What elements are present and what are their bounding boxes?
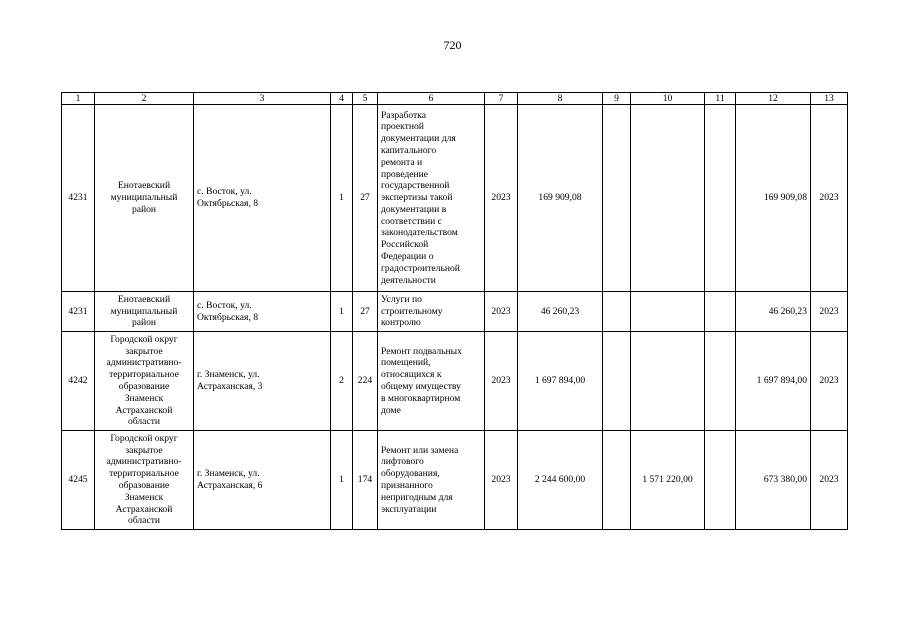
column-header: 12 [736, 93, 811, 105]
column-header: 10 [631, 93, 705, 105]
address-cell: с. Восток, ул. Октябрьская, 8 [197, 299, 259, 323]
register-table [61, 92, 848, 530]
column-header: 6 [378, 93, 485, 105]
column-header: 11 [705, 93, 736, 105]
year-cell: 2023 [485, 292, 518, 332]
address-cell: с. Восток, ул. Октябрьская, 8 [197, 186, 259, 209]
total-cost-cell: 1 697 894,00 [518, 332, 603, 431]
col12-cell: 1 697 894,00 [736, 332, 811, 431]
work-type-cell: Ремонт подвальных помещений, относящихся к общему имуществу в многоквартирном доме [381, 345, 462, 416]
col5-cell: 174 [353, 431, 378, 530]
municipality-cell: Городской округ закрытое административно- территориальное образование Знаменск Астраханской области [106, 333, 182, 428]
col12-cell: 169 909,08 [736, 105, 811, 292]
col10-cell: 1 571 220,00 [631, 431, 705, 530]
col13-cell: 2023 [811, 431, 848, 530]
year-cell: 2023 [485, 332, 518, 431]
col11-cell [705, 105, 736, 292]
col4-cell: 1 [331, 431, 353, 530]
total-cost-cell: 46 260,23 [518, 292, 603, 332]
row-id: 4245 [62, 431, 95, 530]
column-header: 1 [62, 93, 95, 105]
col11-cell [705, 332, 736, 431]
col4-cell: 1 [331, 105, 353, 292]
col12-cell: 673 380,00 [736, 431, 811, 530]
column-header: 5 [353, 93, 378, 105]
col10-cell [631, 332, 705, 431]
col5-cell: 224 [353, 332, 378, 431]
year-cell: 2023 [485, 105, 518, 292]
col12-cell: 46 260,23 [736, 292, 811, 332]
column-header: 2 [95, 93, 194, 105]
col11-cell [705, 292, 736, 332]
table-row [62, 105, 848, 292]
work-type-cell: Ремонт или замена лифтового оборудования, признанного непригодным для эксплуатации [381, 444, 459, 515]
col13-cell: 2023 [811, 292, 848, 332]
page-number: 720 [443, 38, 462, 52]
municipality-cell: Городской округ закрытое административно- территориальное образование Знаменск Астраханской области [106, 432, 182, 527]
col5-cell: 27 [353, 292, 378, 332]
col9-cell [603, 332, 631, 431]
row-id: 4231 [62, 105, 95, 292]
address-cell: г. Знаменск, ул. Астраханская, 3 [197, 369, 263, 392]
col9-cell [603, 105, 631, 292]
col5-cell: 27 [353, 105, 378, 292]
col10-cell [631, 292, 705, 332]
table-row [62, 431, 848, 530]
col4-cell: 2 [331, 332, 353, 431]
column-header: 9 [603, 93, 631, 105]
col4-cell: 1 [331, 292, 353, 332]
col10-cell [631, 105, 705, 292]
column-header: 7 [485, 93, 518, 105]
column-header: 13 [811, 93, 848, 105]
work-type-cell: Разработка проектной документации для капитального ремонта и проведение государственной экспертизы такой документации в соответствии с законодательством Российской Федерации о градостроительной деятельности [381, 109, 460, 286]
row-id: 4242 [62, 332, 95, 431]
work-type-cell: Услуги по строительному контролю [381, 293, 443, 329]
column-header: 3 [194, 93, 331, 105]
col9-cell [603, 431, 631, 530]
column-header: 4 [331, 93, 353, 105]
table-row [62, 332, 848, 431]
column-number-row [62, 93, 848, 105]
col13-cell: 2023 [811, 105, 848, 292]
column-header: 8 [518, 93, 603, 105]
col9-cell [603, 292, 631, 332]
row-id: 4231 [62, 292, 95, 332]
total-cost-cell: 169 909,08 [518, 105, 603, 292]
col13-cell: 2023 [811, 332, 848, 431]
year-cell: 2023 [485, 431, 518, 530]
municipality-cell: Енотаевский муниципальный район [110, 293, 178, 329]
municipality-cell: Енотаевский муниципальный район [110, 180, 178, 215]
col11-cell [705, 431, 736, 530]
address-cell: г. Знаменск, ул. Астраханская, 6 [197, 468, 263, 491]
total-cost-cell: 2 244 600,00 [518, 431, 603, 530]
table-row [62, 292, 848, 332]
